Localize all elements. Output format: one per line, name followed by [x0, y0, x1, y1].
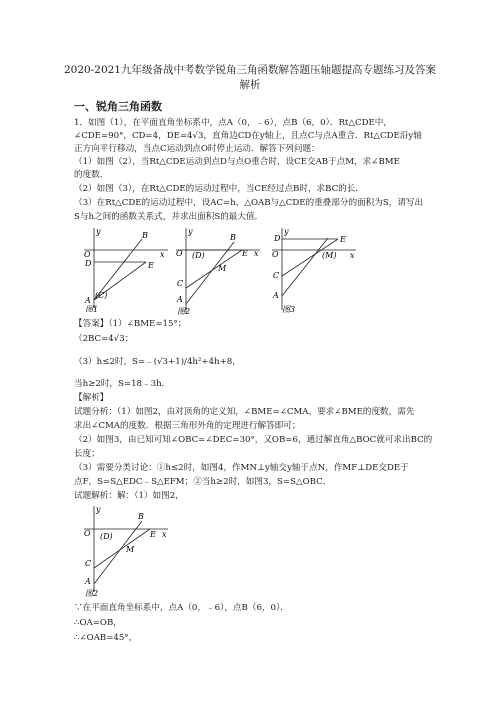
- fig1-label-x: x: [160, 250, 165, 259]
- fig2-label-m: M: [218, 264, 227, 273]
- problem-line-1: 1．如图（1），在平面直角坐标系中，点A（0，﹣6），点B（6，0）．Rt△CDE中，: [74, 118, 392, 128]
- fig3-label-m: (M): [322, 251, 337, 260]
- fig4-label-b: B: [138, 512, 144, 521]
- fig1-label-d: D: [85, 259, 92, 268]
- question-3b: S与h之间的函数关系式，并求出面积S的最大值．: [74, 212, 264, 222]
- question-2: （2）如图（3），在Rt△CDE的运动过程中，当CE经过点B时，求BC的长．: [74, 184, 364, 194]
- section-heading: 一、锐角三角函数: [74, 100, 162, 113]
- answer-label: 【答案】（1）∠BME=15°；: [74, 319, 187, 329]
- solution-line-1: ∵在平面直角坐标系中，点A（0，﹣6），点B（6，0）．: [74, 603, 289, 613]
- fig2-label-e: E: [242, 249, 248, 258]
- fig4-label-m: M: [126, 545, 135, 554]
- analysis-text-6: 点F，S=S△EDC﹣S△EFM；②当h≥2时，如图3，S=S△OBC．: [74, 477, 332, 487]
- fig2-label-y: y: [188, 227, 193, 236]
- fig1-label-o: O: [84, 250, 91, 259]
- fig4-label-x: x: [162, 530, 167, 539]
- analysis-text-3: （2）如图3，由已知可知∠OBC=∠DEC=30°，又OB=6，通过解直角△BOC就可求出BC的: [74, 435, 433, 445]
- fig1-label-a: A: [85, 296, 91, 305]
- fig4-label-c: C: [85, 559, 92, 568]
- analysis-text-5: （3）需要分类讨论：①h≤2时，如图4，作MN⊥y轴交y轴于点N，作MF⊥DE交DE于: [74, 463, 409, 473]
- fig2-label-c: C: [177, 279, 184, 288]
- fig1-label-b: B: [142, 231, 148, 240]
- fig4-label-a: A: [85, 577, 91, 586]
- answer-3b: 当h≥2时，S=18﹣3h．: [74, 379, 171, 389]
- figure-2: [172, 226, 264, 316]
- analysis-text-4: 长度；: [74, 449, 100, 459]
- fig2-label-x: x: [254, 249, 259, 258]
- fig4-label-d: (D): [100, 532, 113, 541]
- fig2-label-a: A: [177, 295, 183, 304]
- solution-line-2: ∴OA=OB，: [74, 618, 122, 628]
- fig2-caption: 图2: [177, 307, 191, 316]
- fig3-label-o: O: [272, 250, 279, 259]
- problem-line-2: ∠CDE=90°，CD=4，DE=4√3，直角边CD在y轴上，且点C与点A重合．Rt△CDE沿y轴: [74, 131, 422, 141]
- solution-line-3: ∴∠OAB=45°，: [74, 633, 138, 643]
- page-title: 2020-2021九年级备战中考数学锐角三角函数解答题压轴题提高专题练习及答案解析: [64, 64, 436, 91]
- fig3-label-e: E: [340, 235, 346, 244]
- problem-line-3: 正方向平行移动，当点C运动到点O时停止运动．解答下列问题：: [74, 144, 320, 154]
- fig4-label-o: O: [84, 529, 91, 538]
- fig1-caption: 图1: [85, 305, 99, 312]
- figure-4: [80, 504, 172, 598]
- fig1-label-c: (C): [95, 291, 108, 300]
- question-3a: （3）在Rt△CDE的运动过程中，设AC=h，△OAB与△CDE的重叠部分的面积为S，请写出: [74, 198, 424, 208]
- answer-2: （2BC=4√3；: [74, 334, 134, 344]
- fig3-label-c: C: [273, 271, 280, 280]
- fig4-label-y: y: [96, 505, 101, 514]
- fig3-caption: 图3: [282, 305, 296, 314]
- analysis-label: 【解析】: [74, 393, 109, 403]
- figure-3: [266, 226, 360, 314]
- analysis-text-2: 求出∠CMA的度数．根据三角形外角的定理进行解答即可；: [74, 421, 301, 431]
- fig3-label-x: x: [350, 251, 355, 260]
- fig2-label-d: (D): [192, 251, 205, 260]
- fig3-label-y: y: [284, 227, 289, 236]
- fig1-label-e: E: [148, 261, 154, 270]
- figure-1: [82, 226, 172, 312]
- question-1a: （1）如图（2），当Rt△CDE运动到点D与点O重合时，设CE交AB于点M，求∠BME: [74, 157, 400, 167]
- fig2-label-b: B: [230, 233, 236, 242]
- fig4-caption: 图2: [85, 589, 99, 598]
- fig4-label-e: E: [150, 530, 156, 539]
- fig3-label-a: A: [273, 291, 279, 300]
- analysis-text-7: 试题解析：解：（1）如图2，: [74, 491, 184, 501]
- fig3-label-d: D: [274, 234, 281, 243]
- analysis-text-1: 试题分析：（1）如图2，由对顶角的定义知，∠BME=∠CMA，要求∠BME的度数，需先: [74, 407, 415, 417]
- question-1b: 的度数．: [74, 170, 109, 180]
- answer-3: （3）h≤2时，S=﹣(√3+1)/4h²+4h+8，: [74, 357, 241, 367]
- fig1-label-y: y: [96, 227, 101, 236]
- fig2-label-o: O: [176, 249, 183, 258]
